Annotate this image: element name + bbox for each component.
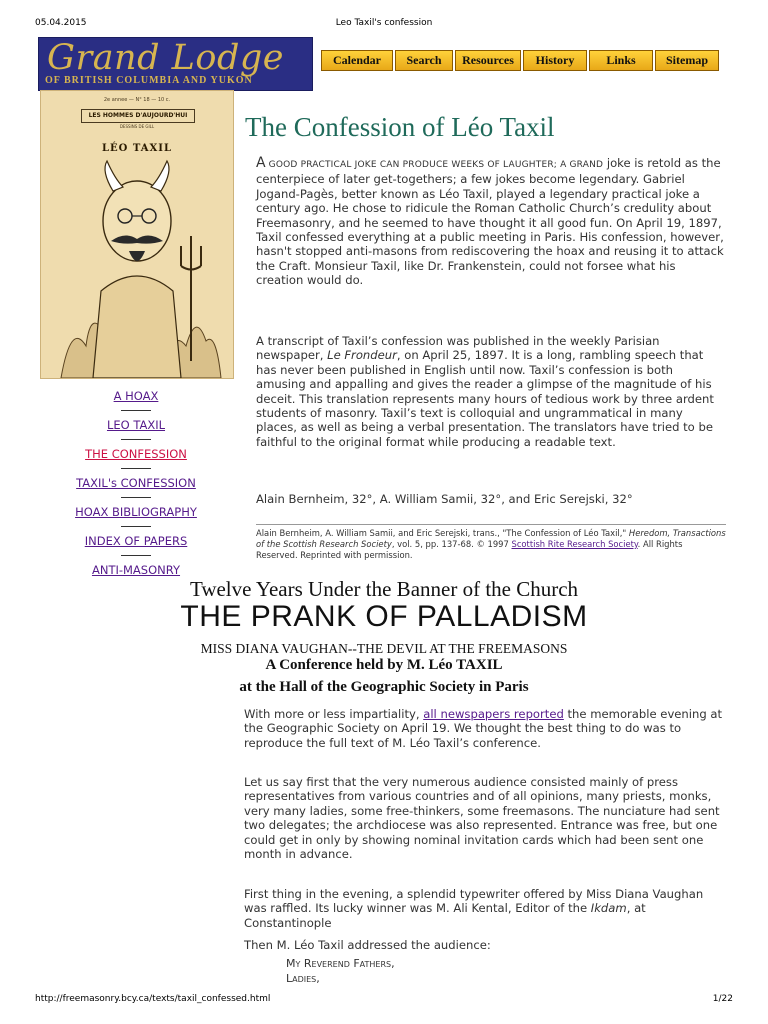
heading-hall: at the Hall of the Geographic Society in Paris <box>239 679 529 695</box>
main-paragraph-3 <box>244 887 726 930</box>
credit-journal: Heredom, Transactions of the Scottish Research Society <box>256 528 726 549</box>
sidenav-a-hoax-link[interactable]: A HOAX <box>113 389 159 403</box>
sidenav-leo-taxil-link[interactable]: LEO TAXIL <box>106 418 166 432</box>
conference-speaker: M. Léo TAXIL <box>406 657 503 673</box>
devil-illustration <box>41 91 233 378</box>
grand-lodge-logo[interactable] <box>38 37 313 91</box>
cartoon-paper: LES HOMMES D'AUJOURD'HUI <box>81 109 195 123</box>
sidenav-index-of-papers-link[interactable]: INDEX OF PAPERS <box>84 534 188 548</box>
transcript-paragraph <box>256 334 726 449</box>
transcript-text-b: , on April 25, 1897. It is a long, rambling speech that has never been published in English until now. Taxil’s confession is both amusing and appalling and gives the reader a glimpse of the magnitude of his deceit. This translation represents many hours of tedious work by three ardent students of masonry. Taxil’s text is colloquial and ungrammatical in many places, as well as being a verbal presentation. The translators have tried to be faithful to the original format while producing a readable text. <box>256 348 714 449</box>
sidenav-divider <box>121 526 151 527</box>
sidenav-divider <box>121 555 151 556</box>
sidenav-divider <box>121 468 151 469</box>
sidenav-anti-masonry-link[interactable]: ANTI-MASONRY <box>91 563 181 577</box>
newspaper-name: Le Frondeur <box>327 348 397 363</box>
main-paragraph-4: Then M. Léo Taxil addressed the audience: <box>244 938 491 952</box>
credit-text-c: . All Rights Reserved. Reprinted with permission. <box>256 539 683 560</box>
conference-text: A Conference held by <box>265 657 407 673</box>
nav-history-button[interactable]: History <box>523 50 587 71</box>
nav-links-button[interactable]: Links <box>589 50 653 71</box>
heading-conference <box>0 657 768 674</box>
main-text-3a: First thing in the evening, a splendid typewriter offered by Miss Diana Vaughan was raffled. Its lucky winner was M. Ali Kental, Editor of the <box>244 887 704 916</box>
ikdam-name: Ikdam <box>590 901 627 916</box>
sidenav-the-confession-link[interactable]: THE CONFESSION <box>85 447 187 461</box>
citation-credit <box>256 524 726 561</box>
credit-text-a: Alain Bernheim, A. William Samii, and Eric Serejski, trans., "The Confession of Léo Taxil," <box>256 528 629 538</box>
nav-search-button[interactable]: Search <box>395 50 453 71</box>
main-paragraph-1 <box>244 707 726 750</box>
cartoon-issue: 2e annee — N° 18 — 10 c. <box>103 97 171 103</box>
credit-text-b: , vol. 5, pp. 137-68. © 1997 <box>391 539 512 549</box>
nav-sitemap-button[interactable]: Sitemap <box>655 50 719 71</box>
intro-smallcaps: GOOD PRACTICAL JOKE CAN PRODUCE WEEKS OF LAUGHTER; A GRAND <box>265 160 604 170</box>
print-url: http://freemasonry.bcy.ca/texts/taxil_confessed.html <box>35 994 271 1004</box>
salutation-ladies: Ladies, <box>286 972 320 985</box>
scottish-rite-link[interactable]: Scottish Rite Research Society <box>511 539 638 549</box>
cartoon-name: LÉO TAXIL <box>102 143 172 154</box>
intro-text: joke is retold as the centerpiece of later get-togethers; a few jokes become legendary. Gabriel Jogand-Pagès, better known as Léo Taxil, played a legendary practical joke a century ago. He chose to ridicule the Roman Catholic Church’s credulity about Freemasonry, and he seemed to have thought it all good fun. On April 19, 1897, Taxil confessed everything at a public meeting in Paris. His confession, however, hasn't stopped anti-masons from rediscovering the hoax and reusing it to attack the Craft. Monsieur Taxil, like Dr. Frankenstein, could not forsee what his creation would do. <box>256 156 724 288</box>
main-text-1b: the memorable evening at the Geographic Society on April 19. We thought the best thing to do was to reproduce the full text of M. Léo Taxil’s conference. <box>244 707 723 750</box>
main-text-3b: , at Constantinople <box>244 901 646 930</box>
cartoon-artist: DESSINS DE GILL <box>119 124 155 129</box>
page-title: The Confession of Léo Taxil <box>245 112 555 142</box>
main-text-1a: With more or less impartiality, <box>244 707 424 721</box>
sidenav-divider <box>121 439 151 440</box>
all-newspapers-link[interactable]: all newspapers reported <box>423 707 564 721</box>
print-page-number: 1/22 <box>712 994 733 1004</box>
heading-prank-of-palladism: THE PRANK OF PALLADISM <box>180 600 588 633</box>
sidenav-hoax-bibliography-link[interactable]: HOAX BIBLIOGRAPHY <box>75 505 197 519</box>
sidenav-divider <box>121 497 151 498</box>
main-paragraph-2: Let us say first that the very numerous audience consisted mainly of press representatives from various countries and of all opinions, many priests, monks, very many ladies, some free-thinkers, some freemasons. The nunciature had sent two delegates; the archdiocese was also represented. Entrance was free, but one could get in only by showing nominal invitation cards which had been sent one month in advance. <box>244 775 720 862</box>
drop-cap: A <box>256 155 266 171</box>
sidenav-taxils-confession-link[interactable]: TAXIL's CONFESSION <box>76 476 196 490</box>
print-title: Leo Taxil's confession <box>335 18 433 28</box>
sidenav-divider <box>121 410 151 411</box>
translators-signature: Alain Bernheim, 32°, A. William Samii, 32°, and Eric Serejski, 32° <box>256 492 633 506</box>
top-nav <box>321 50 719 71</box>
print-date: 05.04.2015 <box>35 18 87 28</box>
nav-calendar-button[interactable]: Calendar <box>321 50 393 71</box>
nav-resources-button[interactable]: Resources <box>455 50 521 71</box>
logo-title: Grand Lodge <box>47 38 284 78</box>
intro-paragraph <box>256 156 726 288</box>
salutation-fathers: My Reverend Fathers, <box>286 957 395 970</box>
logo-subtitle: OF BRITISH COLUMBIA AND YUKON <box>45 75 253 86</box>
heading-twelve-years: Twelve Years Under the Banner of the Church <box>189 577 579 601</box>
side-nav <box>40 388 232 578</box>
transcript-text-a: A transcript of Taxil’s confession was published in the weekly Parisian newspaper, <box>256 334 660 363</box>
heading-miss-diana: MISS DIANA VAUGHAN--THE DEVIL AT THE FREEMASONS <box>200 641 568 656</box>
taxil-caricature <box>40 90 234 379</box>
